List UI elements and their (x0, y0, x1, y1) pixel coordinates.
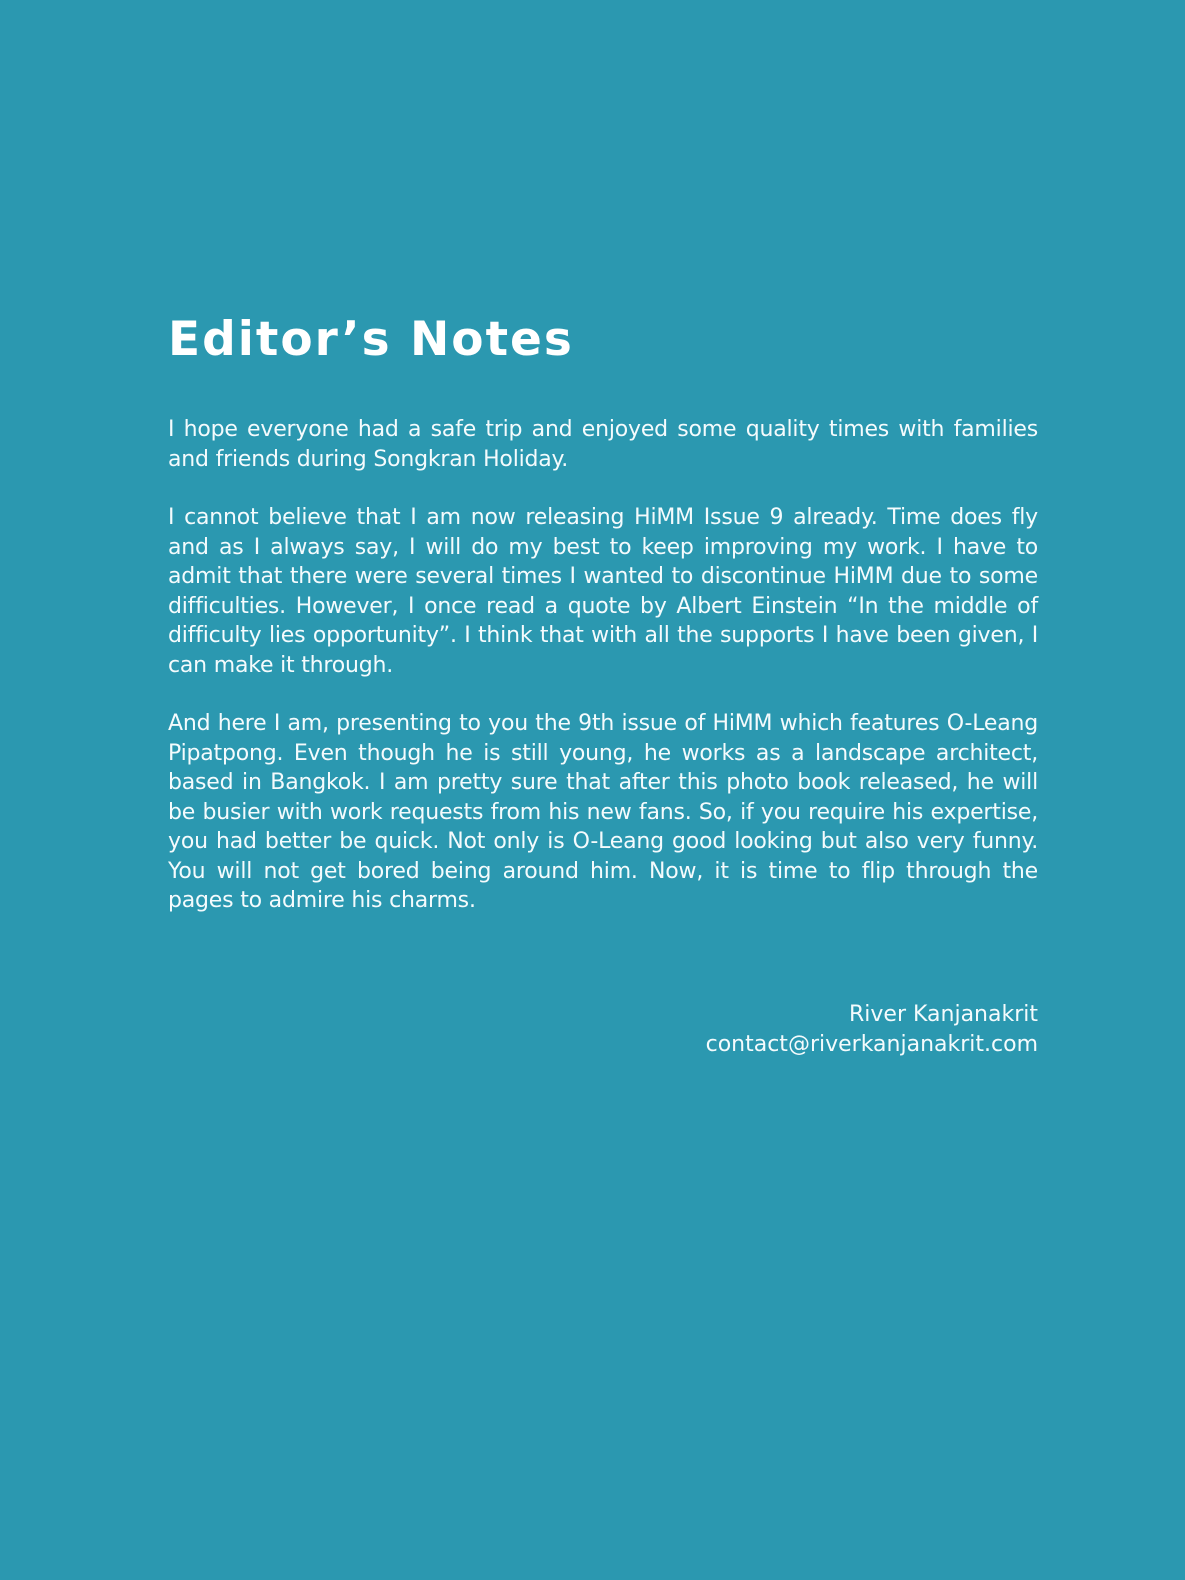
paragraph-greeting: I hope everyone had a safe trip and enjoyed some quality times with families and friends during Songkran Holiday. (168, 417, 1038, 472)
signature-block (706, 1000, 1038, 1060)
paragraph-issue-release: I cannot believe that I am now releasing HiMM Issue 9 already. Time does fly and as I always say, I will do my best to keep improving my work. I have to admit that there were several times I wanted to discontinue HiMM due to some difficulties. However, I once read a quote by Albert Einstein “In the middle of difficulty lies opportunity”. I think that with all the supports I have been given, I can make it through. (168, 505, 1038, 678)
editors-notes-content (168, 311, 1038, 945)
page-title: Editor’s Notes (168, 312, 574, 367)
paragraph-feature-intro: And here I am, presenting to you the 9th issue of HiMM which features O-Leang Pipatpong. Even though he is still young, he works as a landscape architect, based in Bangkok. I am pretty sure that after this photo book released, he will be busier with work requests from his new fans. So, if you require his expertise, you had better be quick. Not only is O-Leang good looking but also very funny. You will not get bored being around him. Now, it is time to flip through the pages to admire his charms. (168, 711, 1038, 913)
signature-email: contact@riverkanjanakrit.com (705, 1032, 1038, 1057)
signature-name: River Kanjanakrit (849, 1002, 1038, 1027)
body-text (168, 415, 1038, 916)
